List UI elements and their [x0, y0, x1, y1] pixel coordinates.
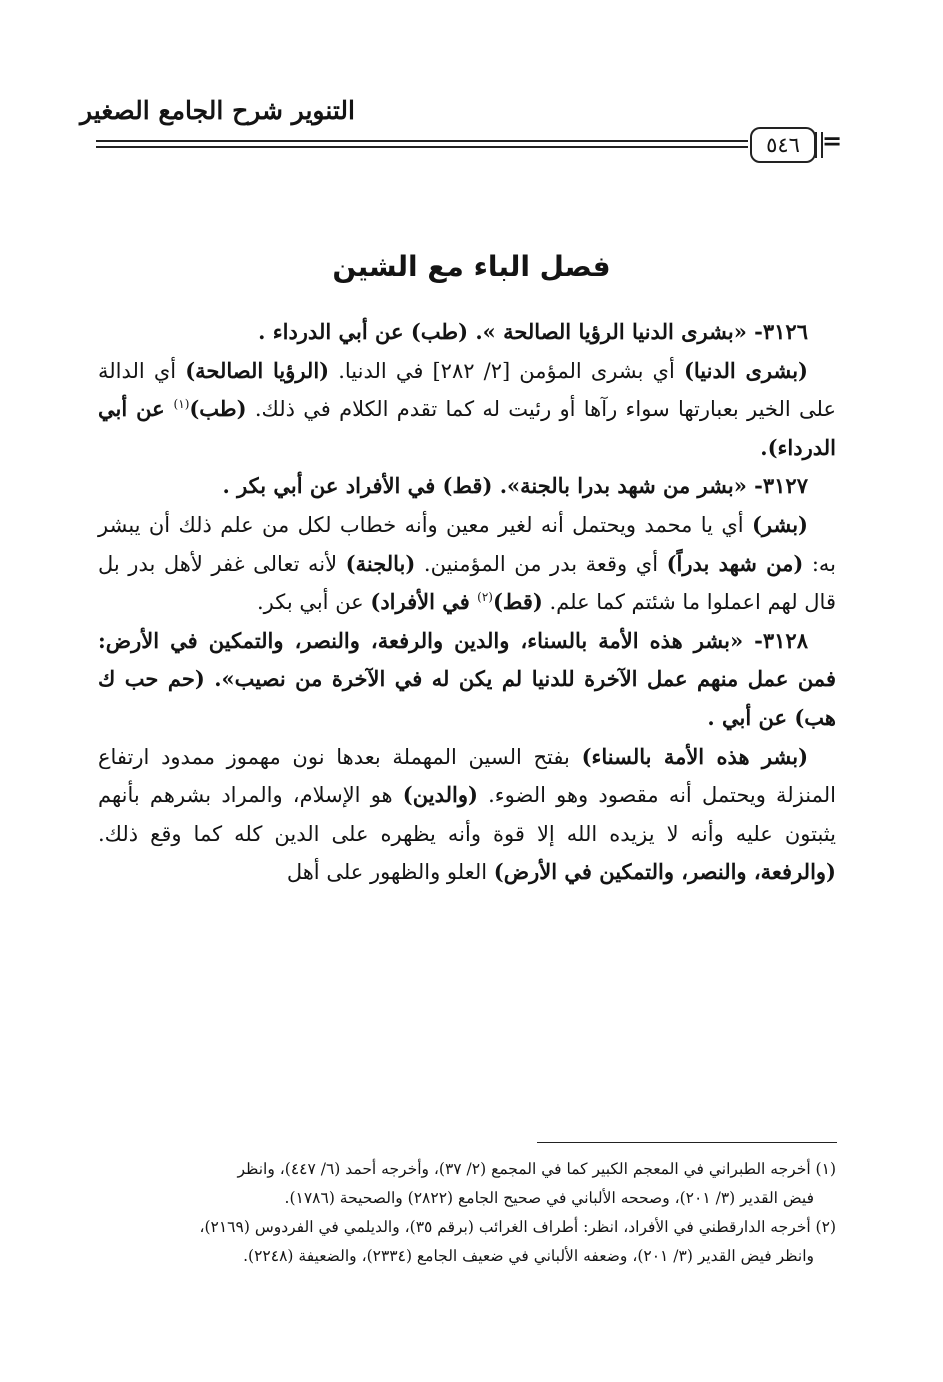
- term: عن أبي الدرداء).: [98, 396, 836, 460]
- footnotes: [98, 1155, 836, 1271]
- page-number: ٥٤٦: [750, 127, 816, 163]
- header-rule-bottom: [96, 146, 748, 148]
- footnote-text: (٢) أخرجه الدارقطني في الأفراد، انظر: أطراف الغرائب (برقم ٣٥)، والديلمي في الفردوس (٢١٦٩)،: [199, 1218, 836, 1236]
- commentary-text: بفتح السين المهملة بعدها نون مهموز ممدود ارتفاع المنزلة ويحتمل أنه مقصود وهو الضوء.: [98, 744, 836, 808]
- hadith-3127: [98, 467, 836, 506]
- hadith-text: «بشر هذه الأمة بالسناء، والدين والرفعة، والنصر، والتمكين في الأرض: فمن عمل منهم عمل الآخرة للدنيا لم يكن له في الآخرة من نصيب». (حم حب ك هب) عن أبي .: [98, 627, 836, 730]
- footnote-1: [98, 1155, 836, 1184]
- header-rule-top: [96, 140, 748, 142]
- commentary-text: عن أبي بكر.: [256, 590, 371, 615]
- commentary-text: لأنه تعالى غفر لأهل بدر بل قال لهم اعملوا ما شئتم كما علم.: [98, 551, 836, 615]
- commentary-text: أي يا محمد ويحتمل أنه لغير معين وأنه خطاب لكل من علم ذلك أن يبشر به:: [98, 512, 837, 576]
- hadith-number: ٣١٢٨-: [754, 627, 808, 653]
- hadith-3126: [98, 313, 836, 352]
- term: في الأفراد): [370, 589, 478, 615]
- commentary-3128: [98, 738, 836, 892]
- footnote-2-cont: [98, 1242, 836, 1271]
- footnote-ref-1[interactable]: (١): [173, 397, 190, 412]
- term: (بشر هذه الأمة بالسناء): [581, 743, 809, 769]
- hadith-number: ٣١٢٦-: [754, 319, 808, 344]
- term: (والرفعة، والنصر، والتمكين في الأرض): [493, 859, 836, 885]
- section-title: فصل الباء مع الشين: [332, 250, 611, 283]
- commentary-3126: [98, 352, 836, 468]
- term: (من شهد بدراً): [666, 550, 804, 576]
- footnote-ref-2[interactable]: (٢): [477, 590, 493, 605]
- footnote-2: [98, 1213, 836, 1242]
- main-text: [98, 313, 836, 892]
- term: (والدين): [402, 782, 478, 808]
- hadith-number: ٣١٢٧-: [754, 473, 808, 499]
- commentary-text: أي الدالة على الخير بعبارتها سواء رآها أو رئيت له كما تقدم الكلام في ذلك.: [98, 358, 836, 422]
- commentary-text: أي وقعة بدر من المؤمنين.: [415, 551, 667, 576]
- hadith-text: «بشرى الدنيا الرؤيا الصالحة ». (طب) عن أبي الدرداء .: [258, 319, 755, 344]
- term: (طب): [189, 396, 247, 422]
- commentary-text: هو الإسلام، والمراد بشرهم بأنهم يثبتون عليه وأنه لا يزيده الله إلا قوة وأنه يظهره على الدين كله كما وقع ذلك.: [98, 783, 836, 846]
- running-title: التنوير شرح الجامع الصغير: [80, 96, 355, 125]
- footnote-text: (١) أخرجه الطبراني في المعجم الكبير كما في المجمع (٢/ ٣٧)، وأخرجه أحمد (٦/ ٤٤٧)، وانظر: [237, 1160, 836, 1178]
- hadith-text: «بشر من شهد بدرا بالجنة». (قط) في الأفراد عن أبي بكر .: [222, 473, 755, 499]
- footnote-text: فيض القدير (٣/ ٢٠١)، وصححه الألباني في صحيح الجامع (٢٨٢٢) والصحيحة (١٧٨٦).: [284, 1189, 814, 1207]
- footnote-text: وانظر فيض القدير (٣/ ٢٠١)، وضعفه الألباني في ضعيف الجامع (٢٣٣٤)، والضعيفة (٢٢٤٨).: [243, 1247, 814, 1265]
- term: (الرؤيا الصالحة): [185, 357, 330, 383]
- commentary-text: أي بشرى المؤمن [٢/ ٢٨٢] في الدنيا.: [329, 358, 684, 383]
- commentary-3127: [98, 506, 836, 622]
- term: (بشر): [751, 511, 808, 537]
- commentary-text: العلو والظهور على أهل: [286, 860, 494, 885]
- hadith-3128: [98, 622, 836, 738]
- term: (بشرى الدنيا): [683, 357, 808, 383]
- header-ornament: =: [822, 127, 843, 155]
- footnote-separator: [537, 1142, 837, 1143]
- term: (قط): [492, 589, 543, 615]
- footnote-1-cont: [98, 1184, 836, 1213]
- term: (بالجنة): [345, 550, 416, 576]
